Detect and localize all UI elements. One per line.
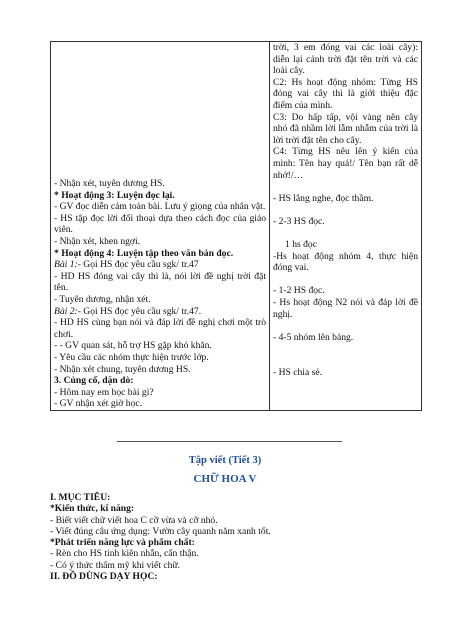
lesson-table (50, 41, 422, 411)
objectives-section (50, 492, 420, 582)
general-comment-line: - Nhận xét chung, tuyên dương HS. (54, 363, 191, 375)
groups-board-line: - 4-5 nhóm lên bảng. (273, 331, 354, 343)
knowledge-heading: *Kiến thức, kĩ năng: (50, 503, 135, 515)
spacer (273, 320, 418, 332)
pair-talk-guide-line: - HD HS cùng bạn nói và đáp lời đề nghị chơi một trò chơi. (54, 317, 266, 340)
role-play-guide-line: - HD HS đóng vai cây thì là, nói lời đề nghị trời đặt tên. (54, 270, 266, 294)
development-item: - Rèn cho HS tính kiên nhẫn, cẩn thận. (50, 548, 199, 560)
lesson-comment-line: - GV nhận xét giờ học. (54, 398, 143, 410)
spacer (273, 228, 418, 240)
review-question-line: - Hôm nay em học bài gì? (54, 386, 154, 398)
objectives-heading: I. MỤC TIÊU: (50, 492, 111, 503)
student-activities-cell (270, 42, 422, 411)
praise-line: - Nhận xét, tuyên dương HS. (54, 178, 165, 189)
exercise-2-label: Bài 2: (54, 305, 78, 317)
answer-c2: C2: Hs hoạt động nhóm: Từng HS đóng vai cây thì là giới thiệu đặc điểm của mình. (273, 76, 418, 111)
knowledge-item: - Biết viết chữ viết hoa C cỡ vừa và cỡ nhỏ. (50, 514, 218, 526)
share-line: - HS chia sẻ. (273, 366, 323, 378)
spacer (273, 181, 418, 193)
spacer (273, 343, 418, 355)
groups-present-line: - Yêu cầu các nhóm thực hiện trước lớp. (54, 351, 209, 363)
students-read-line: - 2-3 HS đọc. (273, 215, 325, 227)
spacer (273, 355, 418, 367)
spacer (273, 274, 418, 286)
exercise-1-label: Bài 1: (54, 259, 78, 271)
table-row (51, 42, 422, 411)
teacher-read-line: - GV đọc diễn cảm toàn bài. Lưu ý giọng của nhân vật. (54, 201, 266, 213)
teacher-activities-cell (51, 42, 270, 411)
group-role-play-line: -Hs hoạt động nhóm 4, thực hiện đóng vai. (273, 250, 418, 274)
student-practice-line: - HS tập đọc lời đối thoại dựa theo cách đọc của giáo viên. (54, 212, 266, 236)
observe-support-line: - - GV quan sát, hỗ trợ HS gặp khó khăn. (54, 340, 212, 352)
knowledge-item: - Viết đúng câu ứng dụng: Vườn cây quanh năm xanh tốt. (50, 525, 271, 537)
answer-c3: C3: Do hấp tấp, vội vàng nên cây nhỏ đã nhầm lời lẫm nhẫm của trời là lời trời đặt tên cho cây. (273, 111, 418, 146)
lesson-title: CHỮ HOA V (193, 473, 257, 485)
exercise-1-text: - Gọi HS đọc yêu cầu sgk/ tr.47 (77, 259, 199, 271)
section-divider (117, 441, 342, 442)
comment-line: - Nhận xét, khen ngợi. (54, 235, 141, 247)
listen-read-line: - HS lắng nghe, đọc thầm. (273, 192, 374, 204)
development-heading: *Phát triển năng lực và phẩm chất: (50, 537, 195, 549)
role-play-answer: trời, 3 em đóng vai các loài cây): diễn lại cảnh trời đặt tên trời và các loài cây. (273, 42, 418, 77)
development-item: - Có ý thức thẩm mỹ khi viết chữ. (50, 559, 181, 571)
praise-comment-line: - Tuyên dương, nhận xét. (54, 293, 151, 305)
pair-work-line: - Hs hoạt động N2 nói và đáp lời đề nghị. (273, 297, 418, 320)
materials-heading: II. ĐỒ DÙNG DẠY HỌC: (50, 571, 158, 583)
activity-4-heading: * Hoạt động 4: Luyện tập theo văn bản đọc. (54, 247, 234, 259)
answer-c4: C4: Từng HS nêu lên ý kiến của mình: Tên hay quá!/ Tên bạn rất dễ nhớ!/… (273, 146, 418, 181)
spacer (273, 204, 418, 216)
consolidation-heading: 3. Củng cố, dặn dò: (54, 375, 134, 387)
activity-3-heading: * Hoạt động 3: Luyện đọc lại. (54, 189, 175, 201)
exercise-2-text: - Gọi HS đọc yêu cầu sgk/ tr.47. (77, 305, 202, 317)
lesson-subtitle: Tập viết (Tiết 3) (188, 455, 262, 466)
one-two-read-line: - 1-2 HS đọc. (273, 285, 325, 297)
one-student-reads-line: 1 hs đọc (285, 239, 317, 251)
exercise-1-line (54, 259, 266, 271)
exercise-2-line (54, 306, 266, 318)
